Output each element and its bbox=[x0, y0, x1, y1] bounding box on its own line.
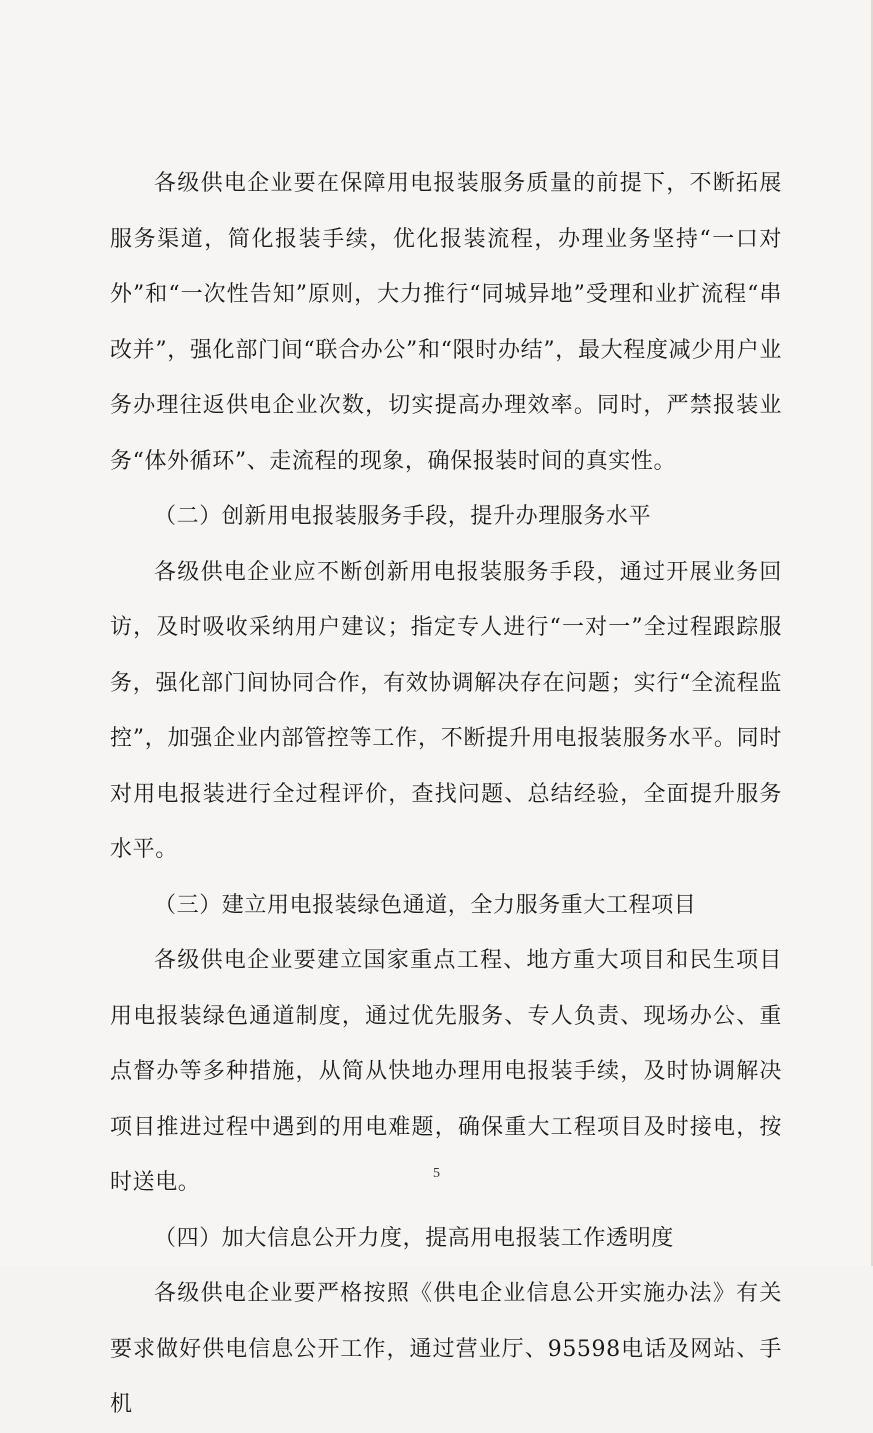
paragraph-body-1: 各级供电企业要在保障用电报装服务质量的前提下，不断拓展服务渠道，简化报装手续，优化报装流程，办理业务坚持“一口对外”和“一次性告知”原则，大力推行“同城异地”受理和业扩流程“串改并”，强化部门间“联合办公”和“限时办结”，最大程度减少用户业务办理往返供电企业次数，切实提高办理效率。同时，严禁报装业务“体外循环”、走流程的现象，确保报装时间的真实性。 bbox=[110, 171, 782, 474]
paragraph-body-2: 各级供电企业应不断创新用电报装服务手段，通过开展业务回访，及时吸收采纳用户建议；指定专人进行“一对一”全过程跟踪服务，强化部门间协同合作，有效协调解决存在问题；实行“全流程监控”，加强企业内部管控等工作，不断提升用电报装服务水平。同时对用电报装进行全过程评价，查找问题、总结经验，全面提升服务水平。 bbox=[110, 559, 782, 862]
section-heading-3: （三）建立用电报装绿色通道，全力服务重大工程项目 bbox=[154, 892, 697, 918]
page-number: 5 bbox=[433, 1166, 440, 1181]
document-body bbox=[110, 156, 782, 1433]
paragraph-body-3: 各级供电企业要建立国家重点工程、地方重大项目和民生项目用电报装绿色通道制度，通过优先服务、专人负责、现场办公、重点督办等多种措施，从简从快地办理用电报装手续，及时协调解决项目推进过程中遇到的用电难题，确保重大工程项目及时接电，按时送电。 bbox=[110, 948, 782, 1195]
section-heading-2: （二）创新用电报装服务手段，提升办理服务水平 bbox=[154, 504, 652, 529]
paragraph-body-4: 各级供电企业要严格按照《供电企业信息公开实施办法》有关要求做好供电信息公开工作，通过营业厅、95598电话及网站、手机 bbox=[110, 1281, 782, 1417]
section-heading-4: （四）加大信息公开力度，提高用电报装工作透明度 bbox=[154, 1225, 674, 1251]
